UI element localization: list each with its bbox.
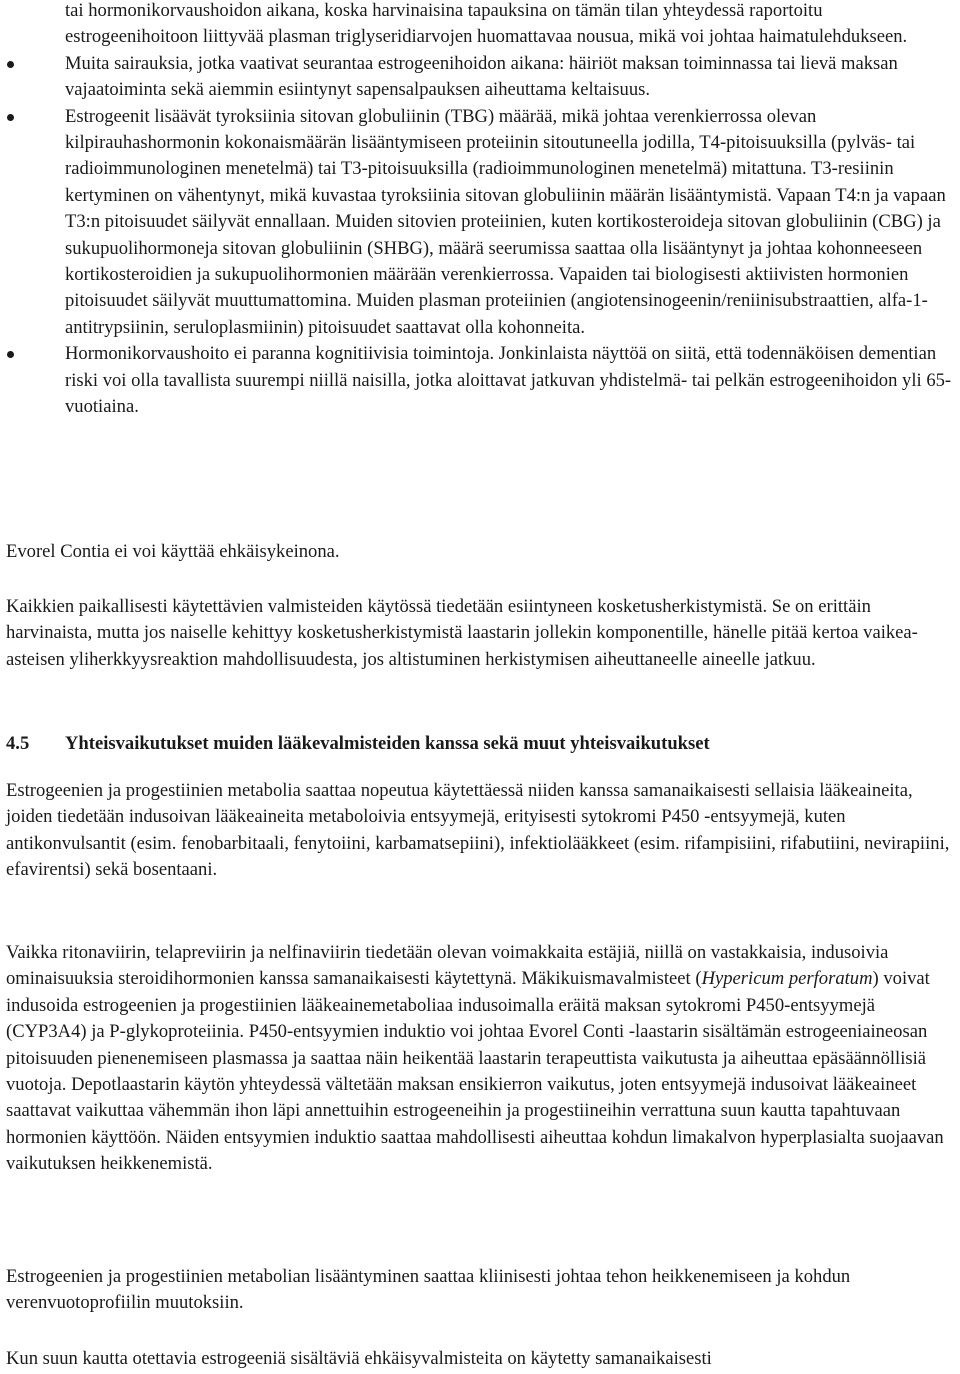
warnings-bullet-list	[6, 0, 952, 421]
bullet-text: Estrogeenit lisäävät tyroksiinia sitovan globuliinin (TBG) määrää, mikä johtaa verenkierrossa olevan kilpirauhashormonin kokonaismäärän lisääntymiseen proteiinin sitoutuneella jodilla, T4-pitoisuuksilla (pylväs- tai radioimmunologinen menetelmä) tai T3-pitoisuuksilla (radioimmunologinen menetelmä) mitattuna. T3-resiinin kertyminen on vähentynyt, mikä kuvastaa tyroksiinia sitovan globuliinin määrän lisääntymistä. Vapaan T4:n ja vapaan T3:n pitoisuudet säilyvät ennallaan. Muiden sitovien proteiinien, kuten kortikosteroideja sitovan globuliinin (CBG) ja sukupuolihormoneja sitovan globuliinin (SHBG), määrä seerumissa saattaa olla lisääntynyt ja johtaa kohonneeseen kortikosteroidien ja sukupuolihormonien määrään verenkierrossa. Vapaiden tai biologisesti aktiivisten hormonien pitoisuudet säilyvät muuttumattomina. Muiden plasman proteiinien (angiotensinogeenin/reniinisubstraattien, alfa-1-antitrypsiinin, seruloplasmiinin) pitoisuudet saattavat olla kohonneita.	[65, 105, 946, 338]
metabolism-paragraph: Estrogeenien ja progestiinien metabolia saattaa nopeutua käytettäessä niiden kanssa samanaikaisesti sellaisia lääkeaineita, joiden tiedetään indusoivan lääkeaineita metaboloivia entsyymejä, erityisesti sytokromi P450 -entsyymejä, kuten antikonvulsantit (esim. fenobarbitaali, fenytoiini, karbamatsepiini), infektiolääkkeet (esim. rifampisiini, rifabutiini, nevirapiini, efavirentsi) sekä bosentaani.	[6, 780, 950, 881]
bullet-marker	[7, 114, 14, 121]
paragraph-text-part: Vaikka ritonaviirin, telapreviirin ja nelfinaviirin tiedetään olevan voimakkaita estäjiä, niillä on vastakkaisia, indusoivia ominaisuuksia steroidihormonien kanssa samanaikaisesti käytettynä. Mäkikuismavalmisteet (	[6, 942, 889, 990]
bullet-text: Hormonikorvaushoito ei paranna kognitiivisia toimintoja. Jonkinlaista näyttöä on siitä, että todennäköisen dementian riski voi olla tavallista suurempi niillä naisilla, jotka aloittavat jatkuvan yhdistelmä- tai pelkän estrogeenihoidon yli 65-vuotiaina.	[65, 343, 952, 418]
contact-sensitization-paragraph: Kaikkien paikallisesti käytettävien valmisteiden käytössä tiedetään esiintyneen kosketusherkistymistä. Se on erittäin harvinaista, mutta jos naiselle kehittyy kosketusherkistymistä laastarin jollekin komponentille, hänelle pitää kertoa vaikea-asteisen yliherkkyysreaktion mahdollisuudesta, jos altistuminen herkistymisen aiheuttaneelle aineelle jatkuu.	[6, 596, 918, 670]
section-number: 4.5	[6, 733, 30, 754]
bullet-item-cognitive-function	[6, 341, 952, 420]
bullet-text: Muita sairauksia, jotka vaativat seurantaa estrogeenihoidon aikana: häiriöt maksan toiminnassa tai lievä maksan vajaatoiminta sekä aiemmin esiintynyt sapensalpauksen aiheuttama keltaisuus.	[65, 52, 898, 101]
bullet-item-liver-disorders	[6, 51, 952, 104]
enzyme-induction-paragraph	[6, 940, 952, 1178]
oral-contraceptives-paragraph: Kun suun kautta otettavia estrogeeniä sisältäviä ehkäisyvalmisteita on käytetty samanaikaisesti	[6, 1348, 712, 1369]
contraception-paragraph: Evorel Contia ei voi käyttää ehkäisykeinona.	[6, 541, 340, 562]
bullet-marker	[7, 351, 14, 358]
bullet-marker	[7, 61, 14, 68]
bullet-item-thyroid-binding	[6, 104, 952, 342]
bullet-item-continuation	[6, 0, 952, 51]
species-name: Hypericum perforatum	[701, 968, 873, 990]
bullet-text: tai hormonikorvaushoidon aikana, koska harvinaisina tapauksina on tämän tilan yhteydessä raportoitu estrogeenihoitoon liittyvää plasman triglyseridiarvojen huomattavaa nousua, mikä voi johtaa haimatulehdukseen.	[65, 0, 908, 48]
section-heading	[6, 731, 952, 757]
section-title: Yhteisvaikutukset muiden lääkevalmisteiden kanssa sekä muut yhteisvaikutukset	[65, 733, 710, 754]
metabolism-increase-paragraph: Estrogeenien ja progestiinien metabolian lisääntyminen saattaa kliinisesti johtaa tehon heikkenemiseen ja kohdun verenvuotoprofiilin muutoksiin.	[6, 1266, 851, 1314]
paragraph-text-part: ) voivat indusoida estrogeenien ja progestiinien lääkeainemetaboliaa indusoimalla eräitä maksan sytokromi P450-entsyymejä (CYP3A4) ja P-glykoproteiinia. P450-entsyymien induktio voi johtaa Evorel Conti -laastarin sisältämän estrogeeniaineosan pitoisuuden pienenemiseen plasmassa ja saattaa näin heikentää laastarin terapeuttista vaikutusta ja aiheuttaa epäsäännöllisiä vuotoja. Depotlaastarin käytön yhteydessä vältetään maksan ensikierron vaikutus, joten entsyymejä indusoivat lääkeaineet saattavat vaikuttaa vähemmän ihon läpi annettuihin estrogeeneihin ja progestiineihin verrattuna suun kautta tapahtuvaan hormonien käyttöön. Näiden entsyymien induktio saattaa mahdollisesti aiheuttaa kohdun limakalvon hyperplasialta suojaavan vaikutuksen heikkenemistä.	[6, 968, 944, 1175]
